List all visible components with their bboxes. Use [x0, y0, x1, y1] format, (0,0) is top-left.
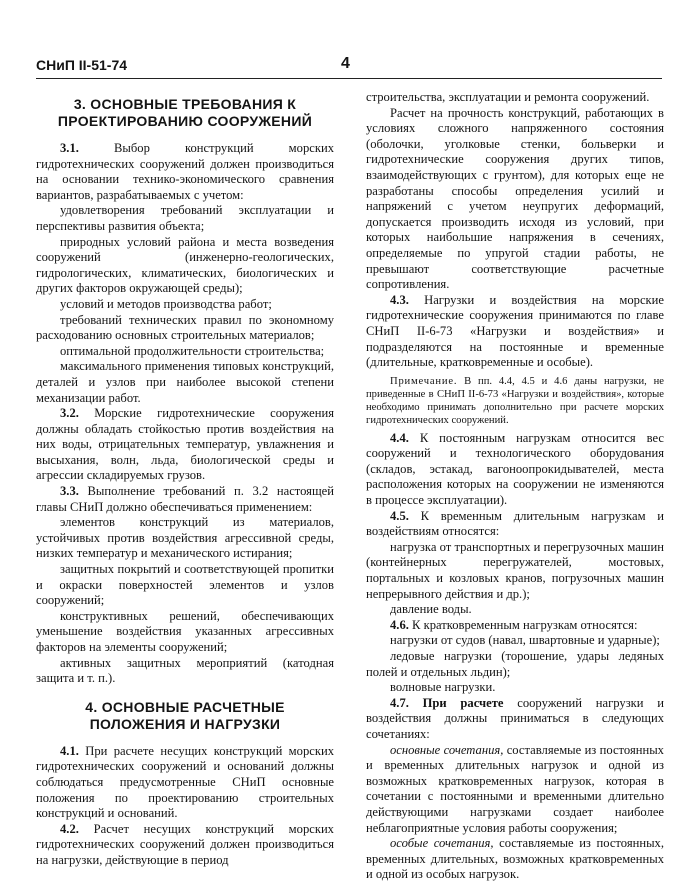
clause-text: составляемые из постоянных и временных длительных нагрузок и одной из возможных кратковременных нагрузок, которая в сочетании с постоянными и временными длительно действующими нагрузками создает наиболее неблагоприятные условия работы сооружения;	[366, 742, 664, 835]
clause-number: 4.6.	[390, 617, 409, 632]
term-special-combinations: особые сочетания,	[390, 836, 494, 851]
clause-number: 3.2.	[60, 406, 79, 421]
clause-4-2	[36, 822, 334, 869]
list-item: требований технических правил по экономному расходованию основных строительных материалов;	[36, 312, 334, 343]
clause-4-5	[366, 509, 664, 540]
term-basic-combinations: основные сочетания,	[390, 742, 504, 757]
list-item: элементов конструкций из материалов, устойчивых против воздействия агрессивной среды, низких температур и механического истирания;	[36, 515, 334, 561]
clause-text: При расчете несущих конструкций морских гидротехнических сооружений и оснований должны соблюдаться предусмотренные СНиП основные положения по проектированию строительных конструкций и оснований.	[36, 743, 334, 821]
clause-3-3	[36, 484, 334, 515]
page-number: 4	[341, 55, 350, 72]
header-rule	[36, 78, 662, 79]
list-item: ледовые нагрузки (торошение, удары ледяных полей и отдельных льдин);	[366, 649, 664, 679]
clause-number: 4.2.	[60, 821, 79, 836]
clause-4-1	[36, 744, 334, 822]
clause-4-6	[366, 618, 664, 634]
list-item: волновые нагрузки.	[390, 680, 496, 695]
clause-3-1	[36, 141, 334, 203]
clause-text: Нагрузки и воздействия на морские гидротехнические сооружения принимаются по главе СНиП II-6-73 «Нагрузки и воздействия» и подразделяются на постоянные и временные (длительные, кратковременные и особые).	[366, 292, 664, 370]
section-4-heading: 4. ОСНОВНЫЕ РАСЧЕТНЫЕ ПОЛОЖЕНИЯ И НАГРУЗКИ	[85, 698, 285, 732]
note	[366, 375, 664, 427]
continued-text: строительства, эксплуатации и ремонта сооружений.	[366, 90, 650, 104]
paragraph: Расчет на прочность конструкций, работающих в условиях сложного напряженного состояния (оболочки, уголковые стенки, больверки и гидротехнические сооружения других типов, взаимодействующих с грунтом), для которых еще не разработаны способы определения усилий и напряжений с учетом неупругих деформаций, допускается производить исходя из условий, при которых наибольшие напряжения в сечениях, определяемые по упругой стадии работы, не превышают соответствующие расчетные сопротивления.	[366, 105, 664, 292]
clause-number: 4.4.	[390, 430, 409, 445]
list-item: природных условий района и места возведения сооружений (инженерно-геологических, гидрологических, климатических, биологических и других факторов окружающей среды);	[36, 234, 334, 296]
note-label: Примечание.	[390, 375, 458, 387]
clause-number: 3.1.	[60, 141, 79, 155]
left-column	[36, 90, 334, 869]
clause-text: Выполнение требований п. 3.2 настоящей главы СНиП должно обеспечиваться применением:	[36, 484, 334, 514]
clause-number: 4.7.	[390, 695, 409, 710]
clause-number: 4.3.	[390, 292, 409, 307]
list-item: конструктивных решений, обеспечивающих уменьшение воздействия указанных агрессивных факторов на элементы сооружений;	[36, 608, 334, 654]
running-header	[36, 57, 662, 77]
clause-4-3	[366, 293, 664, 371]
clause-number: 4.5.	[390, 508, 409, 523]
clause-number: 3.3.	[60, 484, 79, 499]
note-text: В пп. 4.4, 4.5 и 4.6 даны нагрузки, не приведенные в СНиП II-6-73 «Нагрузки и воздействия», которые необходимо принимать дополнительно при расчете морских гидротехнических сооружений.	[366, 375, 664, 426]
list-item: оптимальной продолжительности строительства;	[60, 343, 325, 358]
document-code: СНиП II-51-74	[36, 57, 128, 73]
clause-text: Выбор конструкций морских гидротехнических сооружений должен производиться на основании технико-экономического сравнения вариантов, разрабатываемых с учетом:	[36, 141, 334, 202]
clause-text: К временным длительным нагрузкам и воздействиям относятся:	[366, 508, 664, 539]
combination-special	[366, 836, 664, 883]
list-item: защитных покрытий и соответствующей пропитки и окраски поверхностей элементов и узлов сооружений;	[36, 562, 334, 608]
clause-4-4	[366, 431, 664, 509]
clause-3-2	[36, 406, 334, 484]
list-item: нагрузка от транспортных и перегрузочных машин (контейнерных перегружателей, мостовых, портальных и козловых кранов, погрузочных машин непрерывного действия и др.);	[366, 539, 664, 601]
clause-number: 4.1.	[60, 743, 79, 758]
section-3-heading: 3. ОСНОВНЫЕ ТРЕБОВАНИЯ К ПРОЕКТИРОВАНИЮ СООРУЖЕНИЙ	[57, 96, 313, 129]
clause-text: К кратковременным нагрузкам относятся:	[412, 617, 638, 632]
list-item: нагрузки от судов (навал, швартовные и ударные);	[390, 633, 660, 648]
list-item: активных защитных мероприятий (катодная защита и т. п.).	[36, 655, 334, 686]
right-column	[366, 90, 664, 883]
clause-text: Расчет несущих конструкций морских гидротехнических сооружений должен производиться на нагрузки, действующие в период	[36, 821, 334, 867]
list-item: давление воды.	[390, 602, 472, 617]
clause-text: Морские гидротехнические сооружения должны обладать стойкостью против воздействия на них воды, отрицательных температур, увлажнения и высыхания, волн, льда, биологической среды и агрессии складируемых грузов.	[36, 406, 334, 483]
list-item: условий и методов производства работ;	[60, 296, 272, 311]
clause-text: сооружений нагрузки и воздействия должны приниматься в следующих сочетаниях:	[366, 695, 664, 741]
clause-text: К постоянным нагрузкам относится вес сооружений и технологического оборудования (складов, эстакад, вагоноопрокидывателей, места расположения которых на сооружении не изменяются в процессе эксплуатации).	[366, 430, 664, 508]
clause-text: составляемые из постоянных, временных длительных, возможных кратковременных и одной из особых нагрузок.	[366, 836, 665, 882]
clause-4-7	[366, 696, 664, 743]
clause-lead: При расчете	[422, 695, 504, 710]
list-item: удовлетворения требований эксплуатации и перспективы развития объекта;	[36, 203, 334, 233]
list-item: максимального применения типовых конструкций, деталей и узлов при наиболее высокой степени механизации работ.	[36, 359, 334, 405]
combination-basic	[366, 743, 664, 837]
